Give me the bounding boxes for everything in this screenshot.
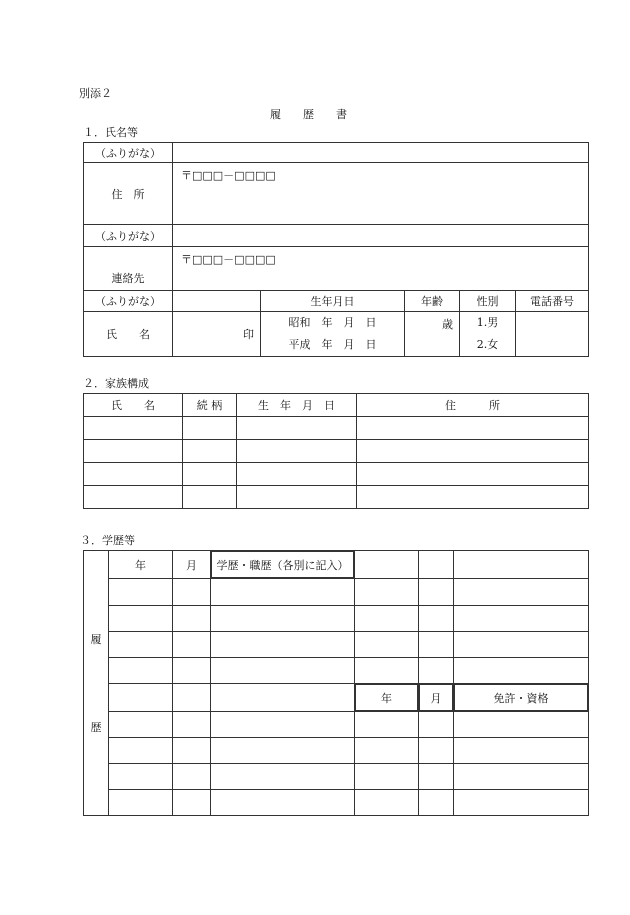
heisei-date: 平成 年 月 日 — [288, 338, 377, 351]
furigana-label-3: （ふりがな） — [84, 291, 173, 312]
history-cell[interactable] — [454, 764, 589, 790]
name-field[interactable] — [173, 312, 261, 357]
family-row — [84, 417, 589, 440]
family-cell[interactable] — [183, 440, 237, 463]
history-cell[interactable] — [109, 764, 173, 790]
history-cell[interactable] — [454, 712, 589, 738]
family-address-header: 住 所 — [357, 394, 589, 417]
family-cell[interactable] — [357, 463, 589, 486]
family-cell[interactable] — [183, 463, 237, 486]
birth-field[interactable] — [261, 312, 405, 357]
history-cell[interactable] — [355, 738, 419, 764]
history-cell[interactable] — [109, 684, 173, 712]
history-cell[interactable] — [454, 551, 589, 579]
license-year-header: 年 — [355, 684, 419, 712]
sex-label: 性別 — [460, 291, 516, 312]
family-cell[interactable] — [183, 417, 237, 440]
family-cell[interactable] — [237, 440, 357, 463]
history-cell[interactable] — [454, 606, 589, 632]
history-cell[interactable] — [173, 579, 211, 606]
history-cell[interactable] — [355, 712, 419, 738]
history-cell[interactable] — [211, 764, 355, 790]
history-cell[interactable] — [419, 738, 454, 764]
history-side-bottom: 歴 — [90, 721, 102, 734]
history-cell[interactable] — [109, 579, 173, 606]
family-cell[interactable] — [237, 486, 357, 509]
history-table — [83, 550, 589, 816]
edu-career-header: 学歴・職歴（各別に記入） — [211, 551, 355, 579]
title-char-2: 歴 — [303, 108, 314, 121]
history-cell[interactable] — [109, 658, 173, 684]
sex-field[interactable] — [460, 312, 516, 357]
history-cell[interactable] — [173, 658, 211, 684]
family-table — [83, 393, 589, 509]
history-cell[interactable] — [109, 790, 173, 816]
history-cell[interactable] — [211, 606, 355, 632]
history-row — [84, 738, 589, 764]
family-cell[interactable] — [183, 486, 237, 509]
history-cell[interactable] — [419, 712, 454, 738]
history-cell[interactable] — [355, 551, 419, 579]
title-char-3: 書 — [336, 108, 347, 121]
edu-year-header: 年 — [109, 551, 173, 579]
sex-female: 2.女 — [476, 338, 499, 351]
history-cell[interactable] — [454, 658, 589, 684]
address-label: 住 所 — [84, 163, 173, 225]
history-cell[interactable] — [109, 712, 173, 738]
history-cell[interactable] — [419, 606, 454, 632]
history-row — [84, 579, 589, 606]
section1-heading: １．氏名等 — [83, 126, 138, 139]
family-birth-header: 生 年 月 日 — [237, 394, 357, 417]
history-row — [84, 684, 589, 712]
postal-placeholder-2: 〒□□□－□□□□ — [181, 253, 276, 266]
history-row — [84, 712, 589, 738]
history-cell[interactable] — [173, 738, 211, 764]
age-label: 年齢 — [405, 291, 460, 312]
license-header: 免許・資格 — [454, 684, 589, 712]
family-name-header: 氏 名 — [84, 394, 183, 417]
family-row — [84, 463, 589, 486]
name-label: 氏 名 — [84, 312, 173, 357]
history-cell[interactable] — [173, 790, 211, 816]
family-cell[interactable] — [84, 417, 183, 440]
history-cell[interactable] — [355, 658, 419, 684]
age-field[interactable] — [405, 312, 460, 357]
section2-heading: ２．家族構成 — [83, 377, 149, 390]
history-row — [84, 632, 589, 658]
history-cell[interactable] — [454, 579, 589, 606]
family-cell[interactable] — [84, 440, 183, 463]
history-cell[interactable] — [355, 764, 419, 790]
sex-male: 1.男 — [476, 316, 499, 329]
history-cell[interactable] — [419, 551, 454, 579]
history-cell[interactable] — [173, 712, 211, 738]
history-cell[interactable] — [173, 632, 211, 658]
family-relation-header: 続 柄 — [183, 394, 237, 417]
title-char-1: 履 — [270, 108, 281, 121]
furigana-input-1[interactable] — [173, 143, 589, 163]
address-field[interactable] — [173, 163, 589, 225]
furigana-input-2[interactable] — [173, 225, 589, 247]
age-unit: 歳 — [442, 318, 453, 331]
history-cell[interactable] — [211, 738, 355, 764]
family-cell[interactable] — [357, 440, 589, 463]
history-cell[interactable] — [355, 632, 419, 658]
document-title — [270, 106, 347, 122]
history-cell[interactable] — [211, 712, 355, 738]
history-side-top: 履 — [90, 633, 102, 646]
history-cell[interactable] — [419, 764, 454, 790]
history-cell[interactable] — [419, 579, 454, 606]
license-month-header: 月 — [419, 684, 454, 712]
birth-label: 生年月日 — [261, 291, 405, 312]
history-cell[interactable] — [454, 790, 589, 816]
showa-date: 昭和 年 月 日 — [288, 316, 377, 329]
name-furigana-input[interactable] — [173, 291, 261, 312]
edu-month-header: 月 — [173, 551, 211, 579]
history-row — [84, 606, 589, 632]
history-cell[interactable] — [419, 632, 454, 658]
history-cell[interactable] — [173, 684, 211, 712]
history-cell[interactable] — [109, 606, 173, 632]
history-side-label — [84, 551, 109, 816]
section3-heading: ３．学歴等 — [80, 534, 135, 547]
family-cell[interactable] — [237, 463, 357, 486]
history-cell[interactable] — [173, 764, 211, 790]
history-cell[interactable] — [211, 579, 355, 606]
history-cell[interactable] — [211, 790, 355, 816]
history-cell[interactable] — [211, 658, 355, 684]
seal-mark: 印 — [243, 328, 254, 341]
personal-info-table — [83, 142, 589, 357]
history-cell[interactable] — [211, 684, 355, 712]
family-cell[interactable] — [84, 486, 183, 509]
history-cell[interactable] — [109, 738, 173, 764]
history-cell[interactable] — [355, 790, 419, 816]
family-cell[interactable] — [237, 417, 357, 440]
family-row — [84, 486, 589, 509]
furigana-label-2: （ふりがな） — [84, 225, 173, 247]
history-cell[interactable] — [454, 738, 589, 764]
history-cell[interactable] — [355, 606, 419, 632]
annex-label: 別添２ — [79, 87, 112, 100]
family-cell[interactable] — [357, 486, 589, 509]
history-cell[interactable] — [454, 632, 589, 658]
contact-field[interactable] — [173, 247, 589, 291]
history-cell[interactable] — [109, 632, 173, 658]
family-row — [84, 440, 589, 463]
family-cell[interactable] — [84, 463, 183, 486]
history-cell[interactable] — [211, 632, 355, 658]
postal-placeholder: 〒□□□－□□□□ — [181, 169, 276, 182]
history-cell[interactable] — [173, 606, 211, 632]
history-cell[interactable] — [419, 658, 454, 684]
contact-label: 連絡先 — [84, 247, 173, 291]
history-row — [84, 658, 589, 684]
history-row — [84, 764, 589, 790]
phone-field[interactable] — [516, 312, 589, 357]
phone-label: 電話番号 — [516, 291, 589, 312]
history-cell[interactable] — [355, 579, 419, 606]
furigana-label-1: （ふりがな） — [84, 143, 173, 163]
family-cell[interactable] — [357, 417, 589, 440]
history-row — [84, 790, 589, 816]
history-cell[interactable] — [419, 790, 454, 816]
